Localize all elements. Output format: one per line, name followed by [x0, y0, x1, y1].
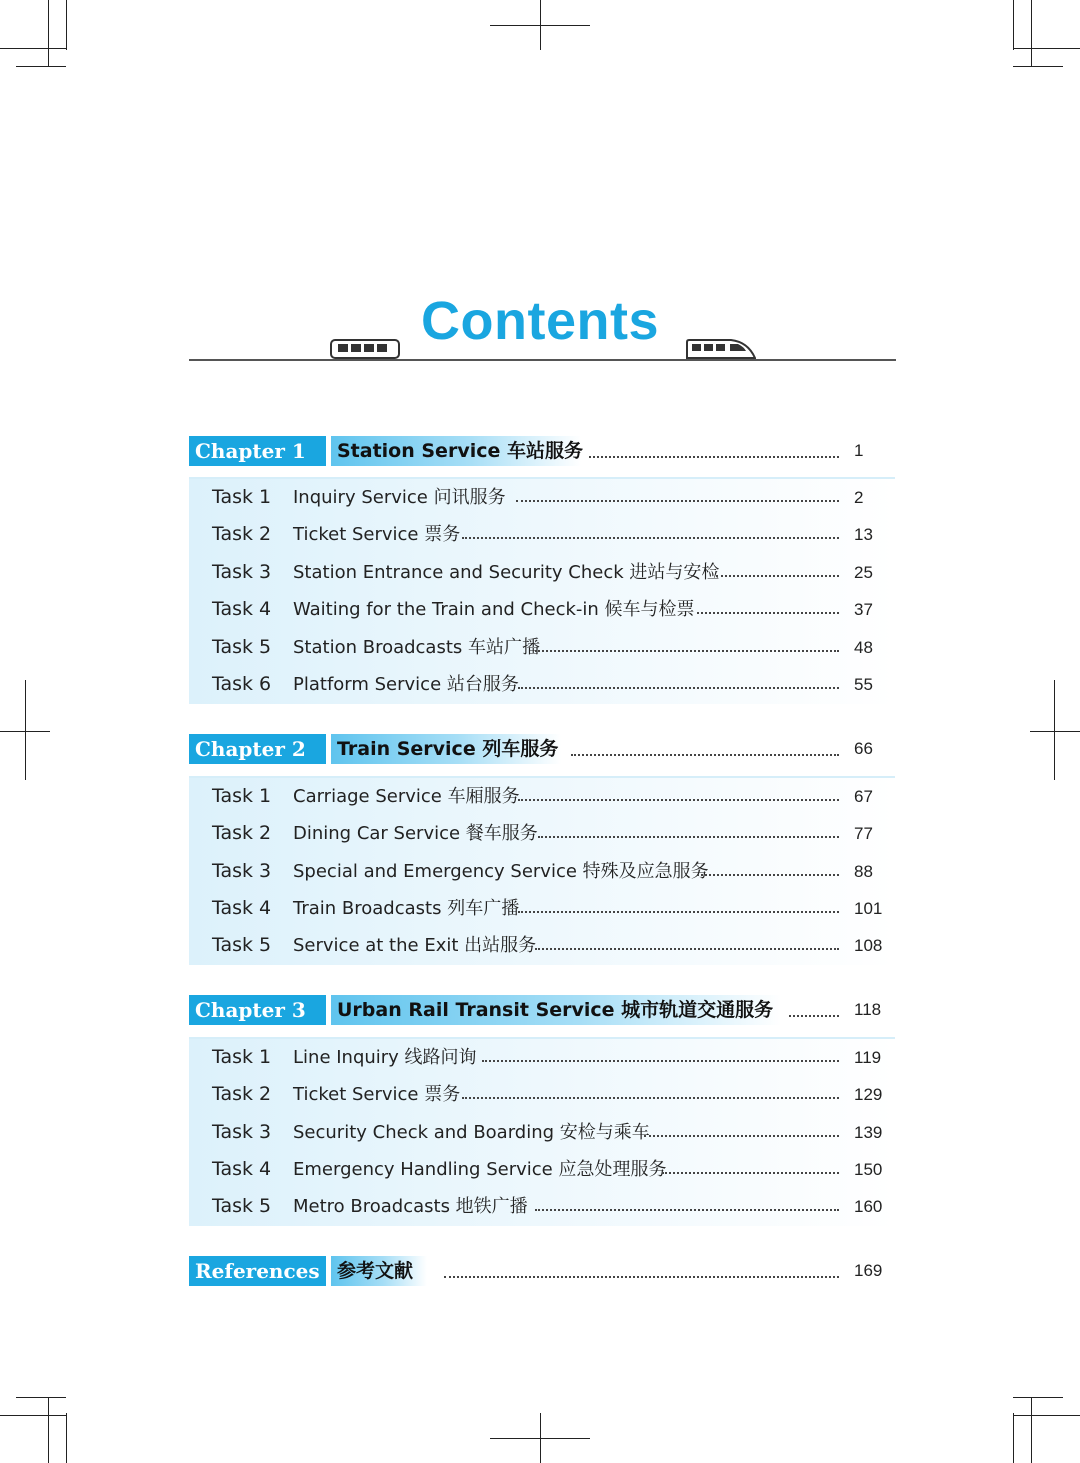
task-label: Task 6	[212, 673, 272, 695]
page-number: 88	[854, 862, 873, 881]
leader-dots	[535, 1208, 839, 1211]
crop-mark	[1031, 0, 1032, 66]
task-row[interactable]	[189, 1188, 895, 1225]
page-number: 37	[854, 600, 873, 619]
task-label: Task 2	[212, 822, 272, 844]
page-number: 169	[854, 1261, 883, 1280]
leader-dots	[697, 611, 839, 614]
leader-dots	[644, 1134, 839, 1137]
task-row[interactable]	[189, 516, 895, 553]
task-title: Service at the Exit 出站服务	[293, 935, 537, 956]
leader-dots	[518, 798, 839, 801]
task-title: Special and Emergency Service 特殊及应急服务	[293, 861, 709, 882]
task-title: Platform Service 站台服务	[293, 674, 519, 695]
title-rule	[189, 359, 896, 361]
task-row[interactable]	[189, 591, 895, 628]
crop-mark	[1013, 48, 1080, 49]
crop-mark	[48, 0, 49, 66]
leader-dots	[538, 835, 839, 838]
task-title: Line Inquiry 线路问询	[293, 1047, 477, 1068]
task-title: Dining Car Service 餐车服务	[293, 823, 538, 844]
leader-dots	[482, 1059, 839, 1062]
task-title: Ticket Service 票务	[293, 1084, 461, 1105]
task-label: Task 5	[212, 1195, 272, 1217]
chapter-label: Chapter 2	[189, 734, 326, 764]
crop-mark	[66, 0, 67, 50]
task-title: Carriage Service 车厢服务	[293, 786, 520, 807]
crop-mark	[490, 1438, 590, 1439]
task-row[interactable]	[189, 1151, 895, 1188]
page-number: 101	[854, 899, 883, 918]
crop-mark	[48, 1397, 49, 1463]
crop-mark	[490, 25, 590, 26]
task-row[interactable]	[189, 890, 895, 927]
task-label: Task 1	[212, 1046, 272, 1068]
task-label: Task 3	[212, 1121, 272, 1143]
task-label: Task 4	[212, 598, 272, 620]
crop-mark	[1031, 1397, 1032, 1463]
task-row[interactable]	[189, 1039, 895, 1076]
page-number: 139	[854, 1123, 883, 1142]
task-label: Task 1	[212, 486, 272, 508]
task-row[interactable]	[189, 815, 895, 852]
leader-dots	[518, 910, 839, 913]
task-label: Task 1	[212, 785, 272, 807]
page-number: 150	[854, 1160, 883, 1179]
task-row[interactable]	[189, 1076, 895, 1113]
page-number: 108	[854, 936, 883, 955]
task-label: Task 3	[212, 561, 272, 583]
task-row[interactable]	[189, 1114, 895, 1151]
task-row[interactable]	[189, 629, 895, 666]
leader-dots	[444, 1275, 839, 1278]
leader-dots	[571, 753, 839, 756]
task-title: Waiting for the Train and Check-in 候车与检票	[293, 599, 695, 620]
task-title: Inquiry Service 问讯服务	[293, 487, 506, 508]
crop-mark	[1030, 731, 1080, 732]
leader-dots	[518, 686, 839, 689]
task-title: Station Broadcasts 车站广播	[293, 637, 540, 658]
task-list	[189, 1037, 895, 1226]
leader-dots	[716, 574, 839, 577]
task-title: Metro Broadcasts 地铁广播	[293, 1196, 528, 1217]
task-label: Task 2	[212, 523, 272, 545]
task-label: Task 5	[212, 934, 272, 956]
task-label: Task 4	[212, 1158, 272, 1180]
chapter-heading[interactable]	[189, 734, 879, 764]
chapter-heading[interactable]	[189, 995, 882, 1025]
page-number: 160	[854, 1197, 883, 1216]
train-left-icon	[330, 339, 400, 359]
crop-mark	[1013, 1413, 1014, 1463]
page-number: 55	[854, 675, 873, 694]
page-number: 129	[854, 1085, 883, 1104]
crop-mark	[25, 680, 26, 780]
crop-mark	[1013, 1397, 1063, 1398]
chapter-title: Train Service 列车服务	[337, 738, 559, 760]
crop-mark	[1054, 680, 1055, 780]
task-row[interactable]	[189, 479, 895, 516]
crop-mark	[16, 1397, 66, 1398]
leader-dots	[662, 1171, 839, 1174]
crop-mark	[1013, 0, 1014, 50]
task-title: Ticket Service 票务	[293, 524, 461, 545]
train-right-icon	[686, 339, 756, 359]
leader-dots	[789, 1014, 839, 1017]
task-label: Task 3	[212, 860, 272, 882]
task-row[interactable]	[189, 554, 895, 591]
task-row[interactable]	[189, 927, 895, 964]
page-number: 2	[854, 488, 864, 507]
page-number: 118	[854, 1000, 882, 1019]
leader-dots	[589, 455, 839, 458]
task-label: Task 2	[212, 1083, 272, 1105]
task-label: Task 5	[212, 636, 272, 658]
page-number: 66	[854, 739, 873, 758]
chapter-title: Urban Rail Transit Service 城市轨道交通服务	[337, 999, 774, 1021]
task-row[interactable]	[189, 853, 895, 890]
page-number: 25	[854, 563, 873, 582]
crop-mark	[0, 731, 50, 732]
chapter-heading[interactable]	[189, 436, 879, 466]
references-label: References	[189, 1256, 326, 1286]
crop-mark	[16, 66, 66, 67]
references-title: 参考文献	[337, 1260, 414, 1282]
task-title: Security Check and Boarding 安检与乘车	[293, 1122, 650, 1143]
task-list	[189, 776, 895, 965]
page-number: 1	[854, 441, 864, 460]
page-number: 77	[854, 824, 873, 843]
task-list	[189, 477, 895, 704]
references-heading[interactable]	[189, 1256, 883, 1286]
task-row[interactable]	[189, 778, 895, 815]
leader-dots	[462, 1096, 839, 1099]
leader-dots	[535, 649, 839, 652]
leader-dots	[516, 499, 839, 502]
task-title: Emergency Handling Service 应急处理服务	[293, 1159, 667, 1180]
task-title: Train Broadcasts 列车广播	[293, 898, 520, 919]
page-title: Contents	[421, 291, 659, 351]
crop-mark	[1013, 1415, 1080, 1416]
chapter-label: Chapter 1	[189, 436, 326, 466]
crop-mark	[66, 1413, 67, 1463]
page-number: 13	[854, 525, 873, 544]
task-row[interactable]	[189, 666, 895, 703]
crop-mark	[0, 1415, 66, 1416]
page-number: 67	[854, 787, 873, 806]
crop-mark	[1013, 66, 1063, 67]
leader-dots	[462, 536, 839, 539]
page-number: 48	[854, 638, 873, 657]
chapter-title: Station Service 车站服务	[337, 440, 583, 462]
leader-dots	[697, 873, 839, 876]
crop-mark	[0, 48, 66, 49]
task-title: Station Entrance and Security Check 进站与安检	[293, 562, 720, 583]
leader-dots	[535, 947, 839, 950]
page-number: 119	[854, 1048, 882, 1067]
chapter-label: Chapter 3	[189, 995, 326, 1025]
task-label: Task 4	[212, 897, 272, 919]
